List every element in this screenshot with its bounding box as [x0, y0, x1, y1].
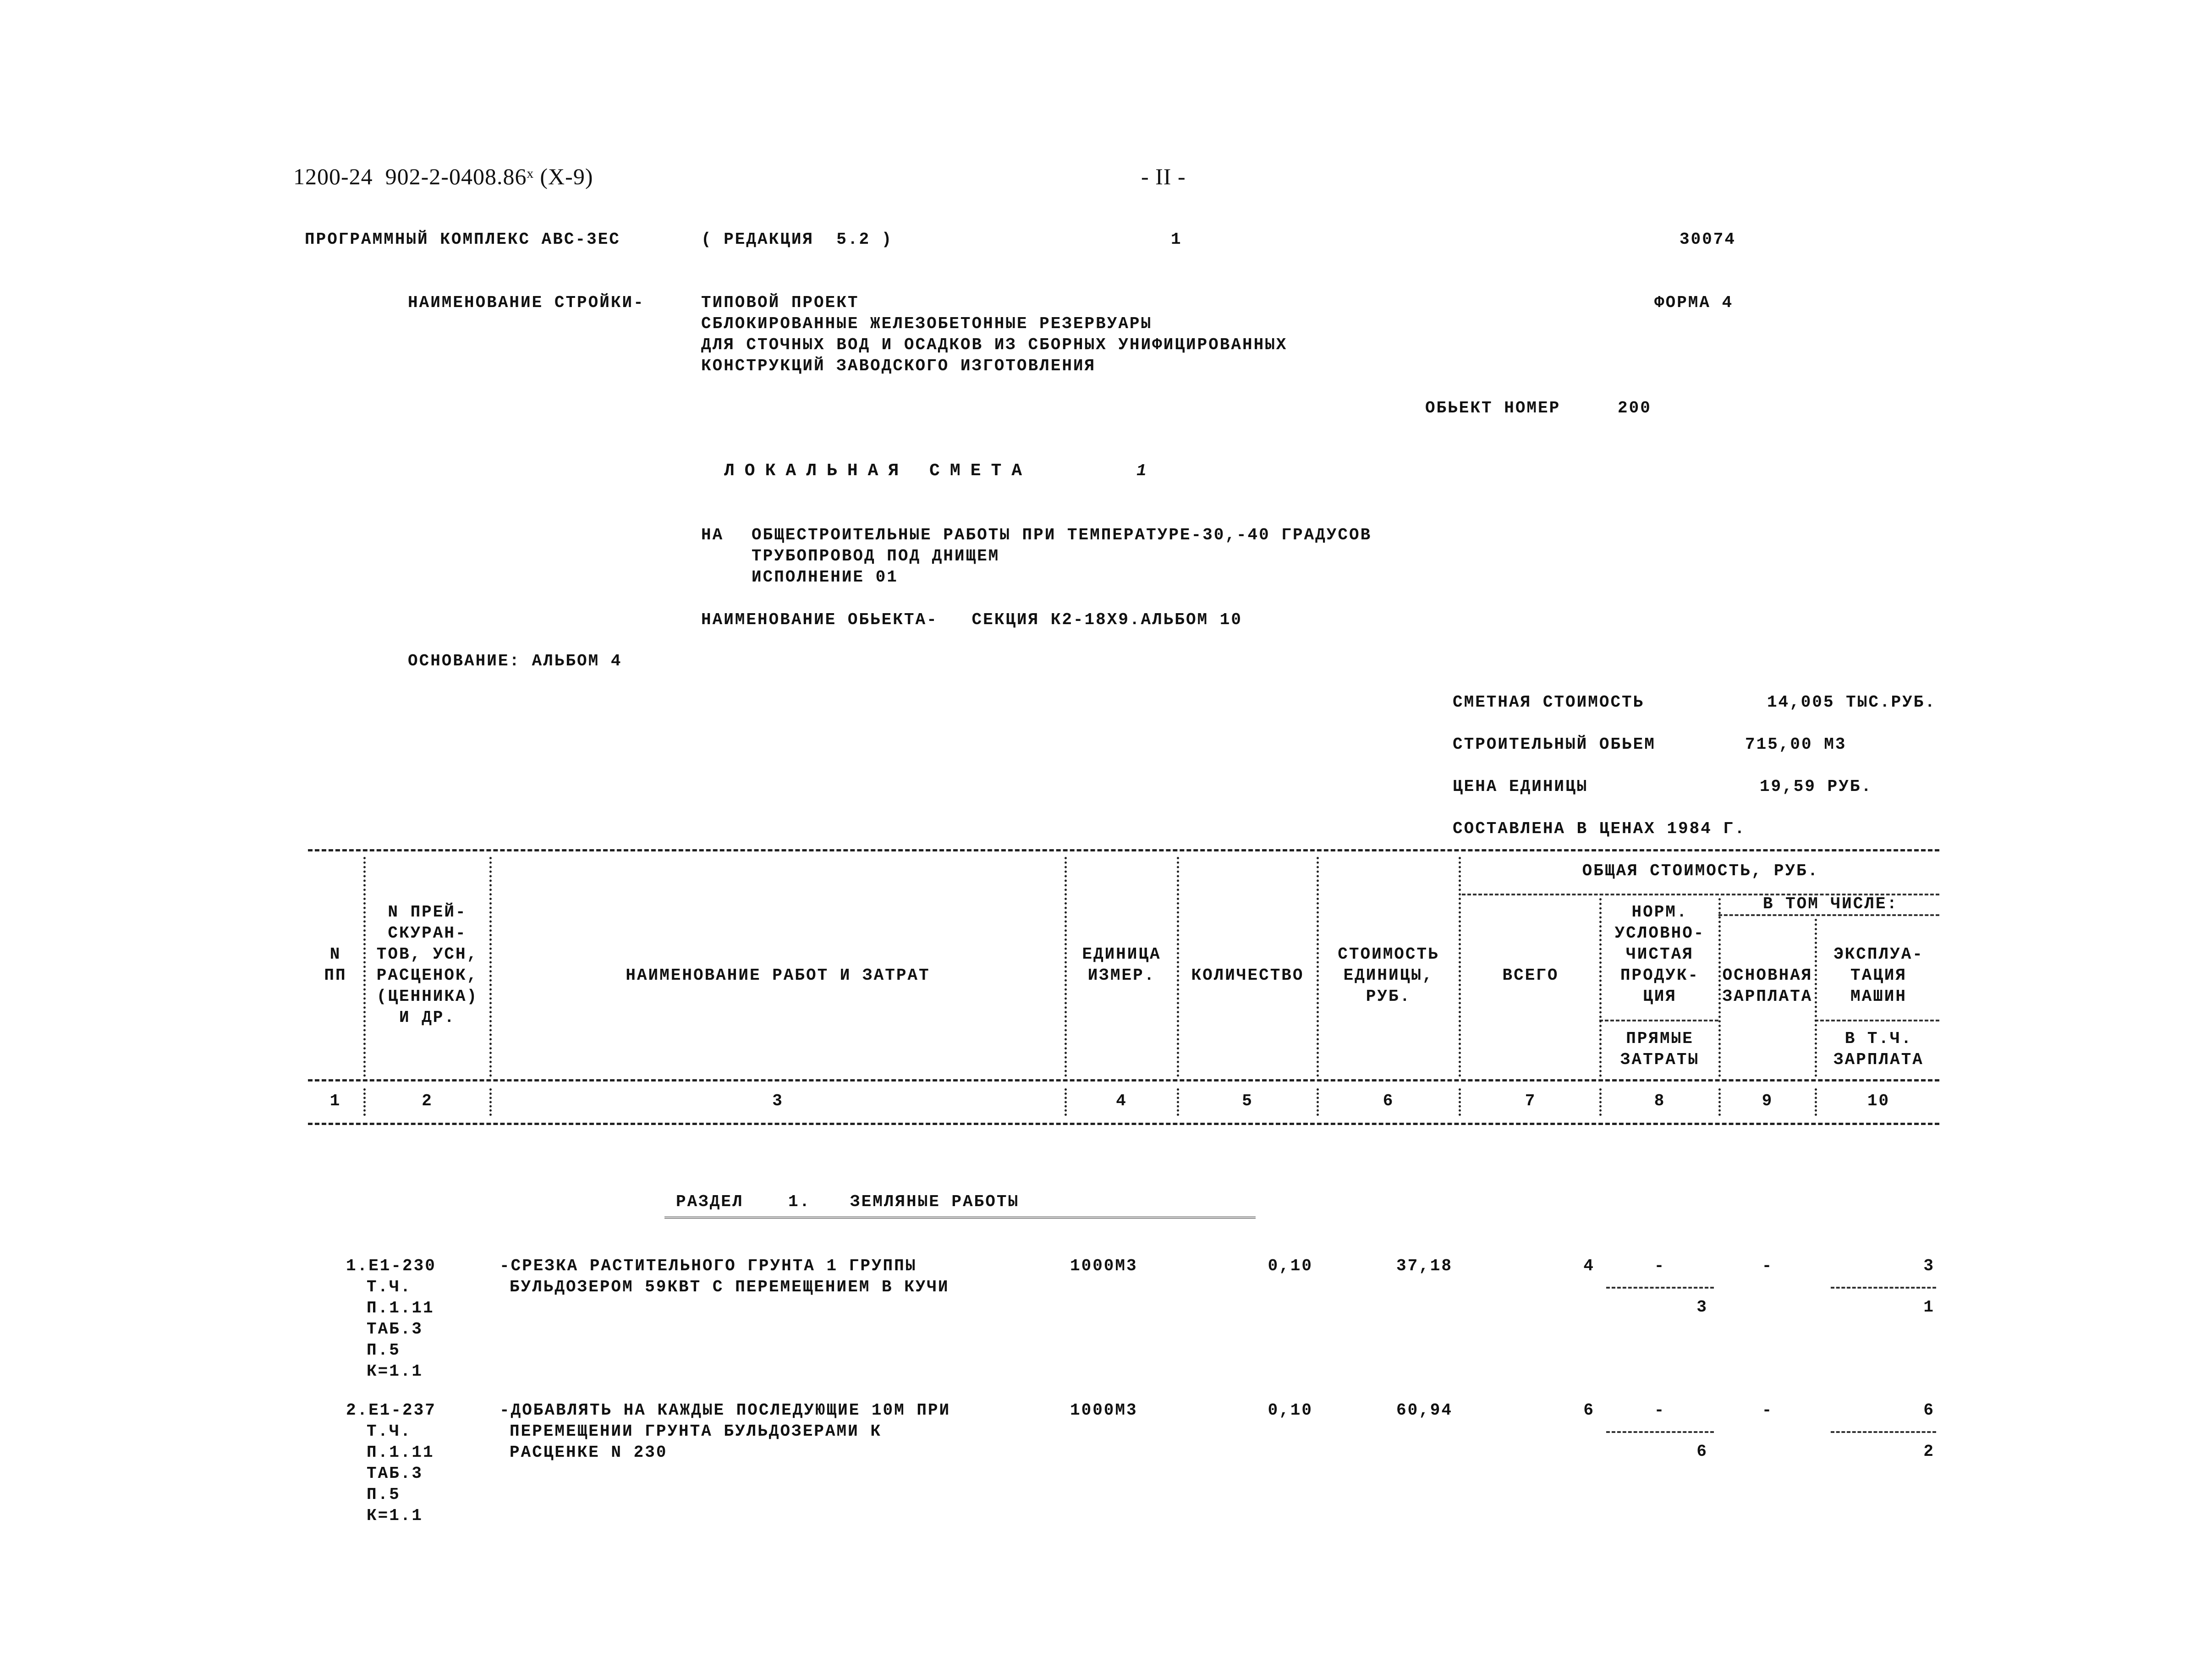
column-number: 4: [1116, 1092, 1127, 1110]
col10-header: ЗАРПЛАТА: [1833, 1050, 1924, 1069]
scope-line: ИСПОЛНЕНИЕ 01: [752, 568, 898, 587]
row-subtotal-rule: [1606, 1287, 1714, 1289]
column-number: 10: [1867, 1092, 1890, 1110]
table-header-rule: [308, 1079, 1939, 1081]
column-separator: [1177, 1088, 1179, 1116]
section-number: 1.: [788, 1192, 811, 1211]
row-machine-cost: 6: [1923, 1401, 1935, 1420]
row-quantity: 0,10: [1268, 1257, 1313, 1275]
row-machine-salary: 2: [1923, 1442, 1935, 1461]
col1-header: N: [329, 945, 341, 964]
row-code: П.1.11: [367, 1299, 434, 1317]
column-number: 7: [1525, 1092, 1537, 1110]
column-separator: [1815, 1088, 1817, 1116]
row-code: Т.Ч.: [367, 1278, 412, 1296]
table-numbers-rule: [308, 1123, 1939, 1125]
column-separator: [1459, 1088, 1461, 1116]
col8-header: НОРМ.: [1631, 903, 1688, 922]
col8-header: ПРЯМЫЕ: [1626, 1029, 1694, 1048]
col8-header: ПРОДУК-: [1620, 966, 1700, 985]
col2-header: ТОВ, УСН,: [376, 945, 478, 964]
row-norm-net: -: [1654, 1257, 1666, 1275]
sheet-number: 1: [1171, 230, 1182, 249]
document-title: ЛОКАЛЬНАЯ СМЕТА: [724, 461, 1032, 481]
col3-header: НАИМЕНОВАНИЕ РАБОТ И ЗАТРАТ: [626, 966, 930, 985]
col6-header: РУБ.: [1366, 987, 1411, 1006]
column-separator: [363, 857, 366, 1077]
row-unit-price: 37,18: [1396, 1257, 1453, 1275]
row-code: П.5: [367, 1485, 401, 1504]
form-label: ФОРМА 4: [1654, 293, 1734, 312]
col1-header: ПП: [324, 966, 347, 985]
column-separator: [1718, 1088, 1721, 1116]
col10-header: В Т.Ч.: [1844, 1029, 1913, 1048]
row-total: 4: [1583, 1257, 1595, 1275]
row-machine-salary: 1: [1923, 1298, 1935, 1317]
construction-name-line: СБЛОКИРОВАННЫЕ ЖЕЛЕЗОБЕТОННЫЕ РЕЗЕРВУАРЫ: [701, 314, 1153, 333]
column-separator: [489, 857, 492, 1077]
col10-header: ЭКСПЛУА-: [1833, 945, 1924, 964]
scope-line: ТРУБОПРОВОД ПОД ДНИЩЕМ: [752, 547, 1000, 565]
row-code: К=1.1: [367, 1362, 423, 1381]
column-separator: [1718, 898, 1721, 1077]
section-underline: [664, 1217, 1256, 1220]
col8-header: ЦИЯ: [1643, 987, 1677, 1006]
summary-value: 19,59 РУБ.: [1760, 777, 1873, 796]
column-separator: [1177, 857, 1179, 1077]
row-name: -СРЕЗКА РАСТИТЕЛЬНОГО ГРУНТА 1 ГРУППЫ: [499, 1257, 917, 1275]
column-number: 1: [329, 1092, 341, 1110]
col8-header: УСЛОВНО-: [1614, 924, 1705, 943]
construction-name-label: НАИМЕНОВАНИЕ СТРОЙКИ-: [408, 293, 645, 312]
including-header: В ТОМ ЧИСЛЕ:: [1762, 895, 1899, 913]
row-code: К=1.1: [367, 1506, 423, 1525]
col10-header: ТАЦИЯ: [1850, 966, 1907, 985]
document-code: 1200-24 902-2-0408.86ˣ (X-9): [293, 164, 593, 189]
summary-label: СМЕТНАЯ СТОИМОСТЬ: [1453, 693, 1645, 712]
document-number: 30074: [1680, 230, 1736, 249]
col8-header: ЧИСТАЯ: [1626, 945, 1694, 964]
document-title-number: 1: [1136, 461, 1148, 480]
col2-header: И ДР.: [399, 1008, 456, 1027]
page-number: - II -: [1141, 164, 1186, 189]
column-separator: [489, 1088, 492, 1116]
row-machine-cost: 3: [1923, 1257, 1935, 1275]
row-direct-costs: 3: [1696, 1298, 1708, 1317]
row-code: П.1.11: [367, 1443, 434, 1462]
column-number: 5: [1242, 1092, 1253, 1110]
col4-header: ЕДИНИЦА: [1082, 945, 1161, 964]
col10-header: МАШИН: [1850, 987, 1907, 1006]
construction-name-line: ДЛЯ СТОЧНЫХ ВОД И ОСАДКОВ ИЗ СБОРНЫХ УНИФИЦИРОВАННЫХ: [701, 335, 1288, 354]
row-code: 2.Е1-237: [346, 1401, 436, 1420]
row-subtotal-rule: [1831, 1431, 1936, 1433]
summary-value: 715,00 М3: [1745, 735, 1847, 754]
column-separator: [1317, 857, 1319, 1077]
object-name: НАИМЕНОВАНИЕ ОБЬЕКТА- СЕКЦИЯ К2-18Х9.АЛЬБОМ 10: [701, 610, 1242, 629]
scope-label: НА: [701, 526, 724, 544]
program-name: ПРОГРАММНЫЙ КОМПЛЕКС АВС-3ЕС: [305, 230, 620, 249]
column-number: 8: [1654, 1092, 1666, 1110]
col9-header: ОСНОВНАЯ: [1722, 966, 1813, 985]
row-code: ТАБ.3: [367, 1464, 423, 1483]
table-subgroup-rule: [1815, 1020, 1939, 1021]
col9-header: ЗАРПЛАТА: [1722, 987, 1813, 1006]
row-base-salary: -: [1762, 1257, 1773, 1275]
row-code: ТАБ.3: [367, 1320, 423, 1339]
col8-header: ЗАТРАТЫ: [1620, 1050, 1700, 1069]
row-total: 6: [1583, 1401, 1595, 1420]
row-subtotal-rule: [1831, 1287, 1936, 1289]
column-separator: [1599, 898, 1602, 1077]
row-name: ПЕРЕМЕЩЕНИИ ГРУНТА БУЛЬДОЗЕРАМИ К: [510, 1422, 882, 1441]
col2-header: РАСЦЕНОК,: [376, 966, 478, 985]
column-number: 6: [1383, 1092, 1394, 1110]
column-separator: [1065, 1088, 1067, 1116]
section-label: РАЗДЕЛ: [676, 1192, 744, 1211]
construction-name-line: КОНСТРУКЦИЙ ЗАВОДСКОГО ИЗГОТОВЛЕНИЯ: [701, 357, 1096, 375]
row-unit-price: 60,94: [1396, 1401, 1453, 1420]
prices-note: СОСТАВЛЕНА В ЦЕНАХ 1984 Г.: [1453, 819, 1746, 838]
row-unit: 1000М3: [1070, 1257, 1138, 1275]
column-number: 9: [1762, 1092, 1773, 1110]
basis: ОСНОВАНИЕ: АЛЬБОМ 4: [408, 652, 622, 670]
column-separator: [1815, 919, 1817, 1077]
table-subgroup-rule: [1599, 1020, 1718, 1021]
col6-header: СТОИМОСТЬ: [1338, 945, 1439, 964]
summary-value: 14,005 ТЫС.РУБ.: [1767, 693, 1936, 712]
column-separator: [1317, 1088, 1319, 1116]
row-name: -ДОБАВЛЯТЬ НА КАЖДЫЕ ПОСЛЕДУЮЩИЕ 10М ПРИ: [499, 1401, 951, 1420]
row-direct-costs: 6: [1696, 1442, 1708, 1461]
col5-header: КОЛИЧЕСТВО: [1191, 966, 1304, 985]
column-separator: [1599, 1088, 1602, 1116]
section-name: ЗЕМЛЯНЫЕ РАБОТЫ: [850, 1192, 1020, 1211]
column-separator: [1459, 857, 1461, 1077]
row-subtotal-rule: [1606, 1431, 1714, 1433]
summary-label: СТРОИТЕЛЬНЫЙ ОБЬЕМ: [1453, 735, 1656, 754]
col4-header: ИЗМЕР.: [1087, 966, 1156, 985]
row-code: П.5: [367, 1341, 401, 1360]
row-base-salary: -: [1762, 1401, 1773, 1420]
row-code: 1.Е1-230: [346, 1257, 436, 1275]
table-top-rule: [308, 849, 1939, 851]
construction-name-line: ТИПОВОЙ ПРОЕКТ: [701, 293, 859, 312]
column-number: 3: [772, 1092, 784, 1110]
col2-header: СКУРАН-: [388, 924, 467, 943]
col2-header: N ПРЕЙ-: [388, 903, 467, 922]
object-number-label: ОБЬЕКТ НОМЕР: [1425, 399, 1561, 417]
row-quantity: 0,10: [1268, 1401, 1313, 1420]
row-name: РАСЦЕНКЕ N 230: [510, 1443, 668, 1462]
column-separator: [363, 1088, 366, 1116]
col7-header: ВСЕГО: [1502, 966, 1559, 985]
total-cost-header: ОБЩАЯ СТОИМОСТЬ, РУБ.: [1582, 862, 1819, 880]
row-name: БУЛЬДОЗЕРОМ 59КВТ С ПЕРЕМЕЩЕНИЕМ В КУЧИ: [510, 1278, 950, 1296]
row-unit: 1000М3: [1070, 1401, 1138, 1420]
row-code: Т.Ч.: [367, 1422, 412, 1441]
col6-header: ЕДИНИЦЫ,: [1343, 966, 1434, 985]
column-separator: [1065, 857, 1067, 1077]
col2-header: (ЦЕННИКА): [376, 987, 478, 1006]
scope-line: ОБЩЕСТРОИТЕЛЬНЫЕ РАБОТЫ ПРИ ТЕМПЕРАТУРЕ-30,-40 ГРАДУСОВ: [752, 526, 1372, 544]
object-number: 200: [1618, 399, 1652, 417]
column-number: 2: [422, 1092, 433, 1110]
summary-label: ЦЕНА ЕДИНИЦЫ: [1453, 777, 1588, 796]
row-norm-net: -: [1654, 1401, 1666, 1420]
edition: ( РЕДАКЦИЯ 5.2 ): [701, 230, 893, 249]
